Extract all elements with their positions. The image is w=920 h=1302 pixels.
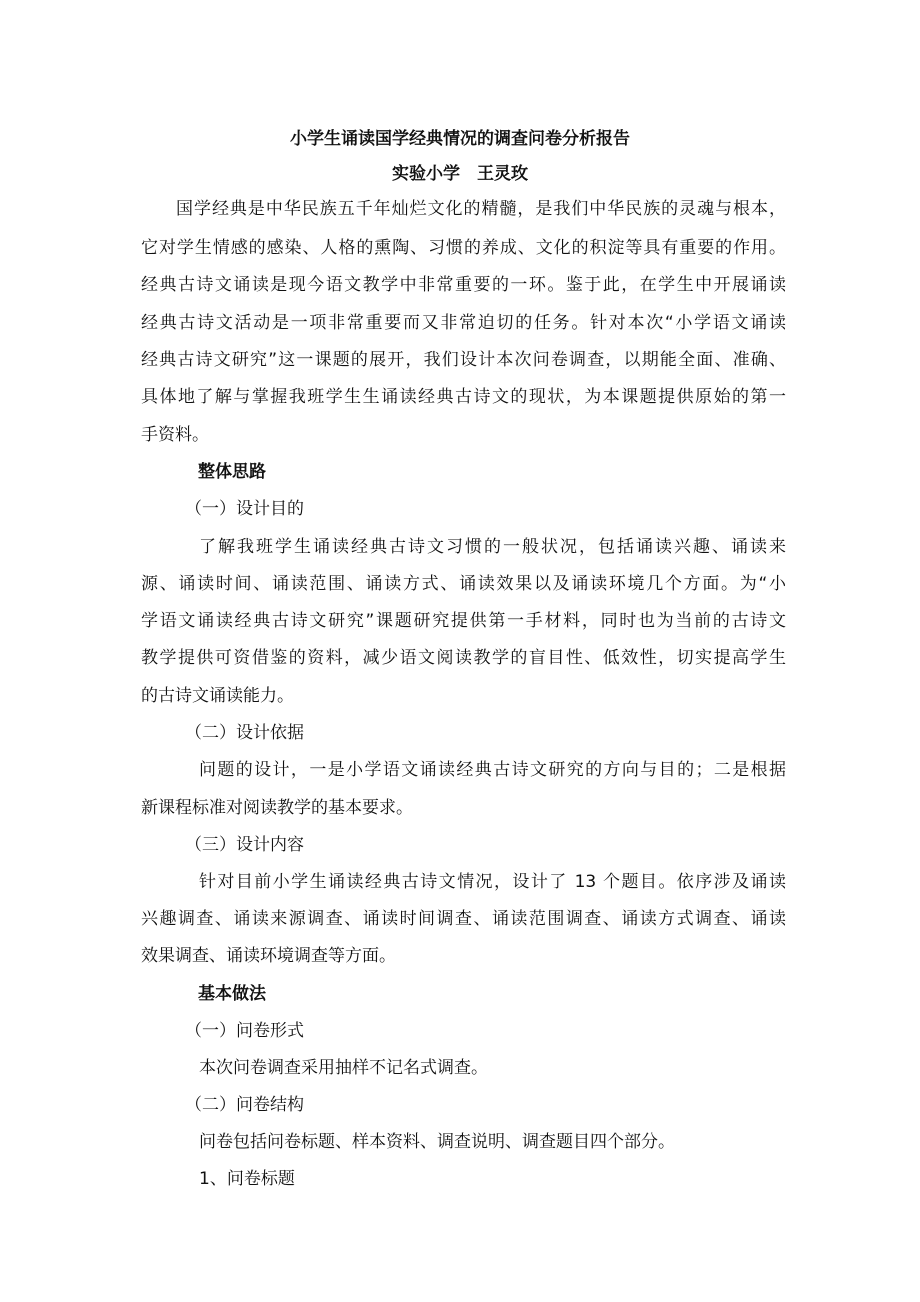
subheading-design-purpose: （一）设计目的: [185, 499, 304, 519]
intro-line-7: 手资料。: [141, 425, 209, 445]
document-author: 实验小学 王灵玫: [392, 164, 528, 184]
content-line-2: 兴趣调查、诵读来源调查、诵读时间调查、诵读范围调查、诵读方式调查、诵读: [141, 909, 786, 929]
purpose-line-2: 源、诵读时间、诵读范围、诵读方式、诵读效果以及诵读环境几个方面。为“小: [141, 574, 786, 594]
form-line-1: 本次问卷调查采用抽样不记名式调查。: [199, 1058, 488, 1078]
purpose-line-4: 教学提供可资借鉴的资料，减少语文阅读教学的盲目性、低效性，切实提高学生: [141, 648, 786, 668]
section-heading-overall-approach: 整体思路: [198, 462, 266, 482]
intro-line-1: 国学经典是中华民族五千年灿烂文化的精髓，是我们中华民族的灵魂与根本，: [176, 199, 786, 219]
intro-line-3: 经典古诗文诵读是现今语文教学中非常重要的一环。鉴于此，在学生中开展诵读: [141, 275, 786, 295]
subheading-questionnaire-structure: （二）问卷结构: [185, 1095, 304, 1115]
subheading-design-content: （三）设计内容: [185, 835, 304, 855]
purpose-line-5: 的古诗文诵读能力。: [141, 686, 294, 706]
purpose-line-1: 了解我班学生诵读经典古诗文习惯的一般状况，包括诵读兴趣、诵读来: [199, 537, 786, 557]
intro-line-5: 经典古诗文研究”这一课题的展开，我们设计本次问卷调查，以期能全面、准确、: [141, 350, 786, 370]
content-line-3: 效果调查、诵读环境调查等方面。: [141, 946, 396, 966]
basis-line-1: 问题的设计，一是小学语文诵读经典古诗文研究的方向与目的；二是根据: [199, 760, 786, 780]
purpose-line-3: 学语文诵读经典古诗文研究”课题研究提供第一手材料，同时也为当前的古诗文: [141, 611, 786, 631]
basis-line-2: 新课程标准对阅读教学的基本要求。: [141, 798, 413, 818]
content-line-1: 针对目前小学生诵读经典古诗文情况，设计了 13 个题目。依序涉及诵读: [199, 872, 786, 892]
intro-line-2: 它对学生情感的感染、人格的熏陶、习惯的养成、文化的积淀等具有重要的作用。: [141, 238, 786, 258]
item-questionnaire-title: 1、问卷标题: [199, 1169, 295, 1189]
section-heading-basic-method: 基本做法: [198, 984, 266, 1004]
intro-line-6: 具体地了解与掌握我班学生生诵读经典古诗文的现状，为本课题提供原始的第一: [141, 387, 786, 407]
subheading-questionnaire-form: （一）问卷形式: [185, 1021, 304, 1041]
structure-line-1: 问卷包括问卷标题、样本资料、调查说明、调查题目四个部分。: [199, 1132, 675, 1152]
document-title: 小学生诵读国学经典情况的调查问卷分析报告: [290, 129, 630, 149]
subheading-design-basis: （二）设计依据: [185, 723, 304, 743]
intro-line-4: 经典古诗文活动是一项非常重要而又非常迫切的任务。针对本次“小学语文诵读: [141, 313, 786, 333]
